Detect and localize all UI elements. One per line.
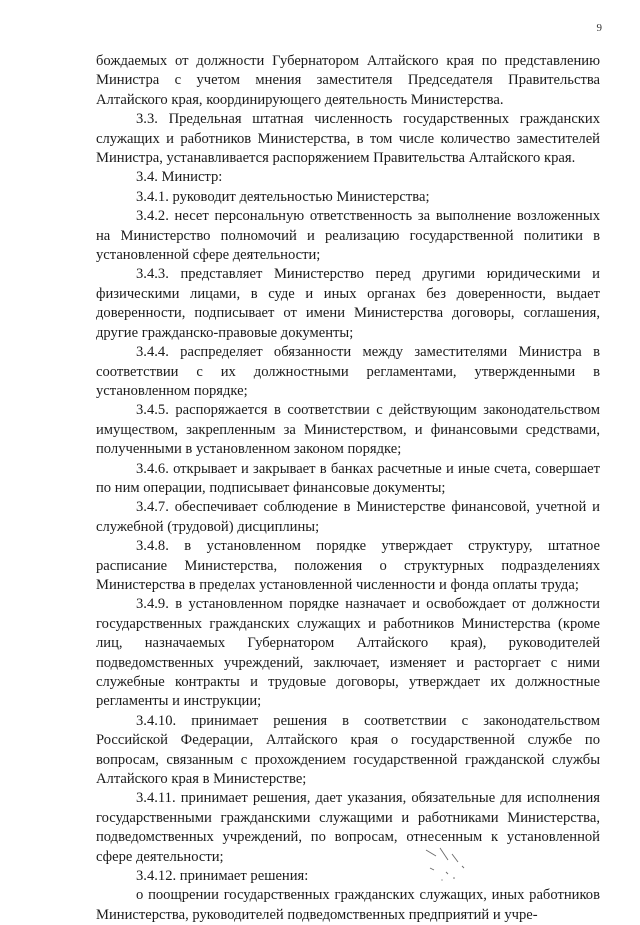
paragraph-3-4-12: 3.4.12. принимает решения: xyxy=(136,868,309,885)
document-body xyxy=(96,52,600,925)
paragraph-3-4-1: 3.4.1. руководит деятельностью Министерства; xyxy=(136,188,430,205)
paragraph-3-4-9: 3.4.9. в установленном порядке назначает и освобождает от должности государственных гражданских служащих и работников Министерства (кроме лиц, назначаемых Губернатором Алтайского края), руководителей подведомственных учреждений, заключает, изменяет и расторгает с ними служебные контракты и трудовые договоры, утверждает их должностные регламенты и инструкции; xyxy=(96,596,600,710)
paragraph-3-4-4: 3.4.4. распределяет обязанности между заместителями Министра в соответствии с их должностными регламентами, утвержденными в установленном порядке; xyxy=(96,344,600,399)
paragraph-3-3: 3.3. Предельная штатная численность государственных гражданских служащих и работников Министерства, в том числе количество заместителей Министра, устанавливается распоряжением Правительства Алтайского края. xyxy=(96,111,600,167)
signature-mark xyxy=(418,838,478,888)
paragraph-3-4-8: 3.4.8. в установленном порядке утверждает структуру, штатное расписание Министерства, положения о структурных подразделениях Министерства в пределах установленной численности и фонда оплаты труда; xyxy=(96,538,600,593)
paragraph-continuation: бождаемых от должности Губернатором Алтайского края по представлению Министра с учетом мнения заместителя Председателя Правительства Алтайского края, координирующего деятельность Министерства. xyxy=(96,53,600,108)
paragraph-3-4-7: 3.4.7. обеспечивает соблюдение в Министерстве финансовой, учетной и служебной (трудовой) дисциплины; xyxy=(96,499,600,535)
paragraph-3-4-11: 3.4.11. принимает решения, дает указания, обязательные для исполнения государственными гражданскими служащими и работниками Министерства, подведомственных учреждений, по вопросам, отнесенным к установленной сфере деятельности; xyxy=(96,790,600,865)
page-number: 9 xyxy=(596,22,602,34)
paragraph-3-4: 3.4. Министр: xyxy=(136,169,223,186)
paragraph-3-4-6: 3.4.6. открывает и закрывает в банках расчетные и иные счета, совершает по ним операции, подписывает финансовые документы; xyxy=(96,460,600,496)
paragraph-3-4-10: 3.4.10. принимает решения в соответствии с законодательством Российской Федерации, Алтайского края о государственной службе по вопросам, связанным с прохождением государственной гражданской службы Алтайского края в Министерстве; xyxy=(96,712,600,788)
paragraph-3-4-5: 3.4.5. распоряжается в соответствии с действующим законодательством имуществом, закрепленным за Министерством, и финансовыми средствами, полученными в установленном законом порядке; xyxy=(96,402,600,458)
paragraph-3-4-3: 3.4.3. представляет Министерство перед другими юридическими и физическими лицами, в суде и иных органах без доверенности, выдает доверенности, подписывает от имени Министерства договоры, соглашения, другие гражданско-правовые документы; xyxy=(96,266,600,341)
paragraph-3-4-2: 3.4.2. несет персональную ответственность за выполнение возложенных на Министерство полномочий и реализацию государственной политики в установленной сфере деятельности; xyxy=(96,208,600,264)
paragraph-incentive: о поощрении государственных гражданских служащих, иных работников Министерства, руководителей подведомственных предприятий и учре- xyxy=(96,887,600,923)
